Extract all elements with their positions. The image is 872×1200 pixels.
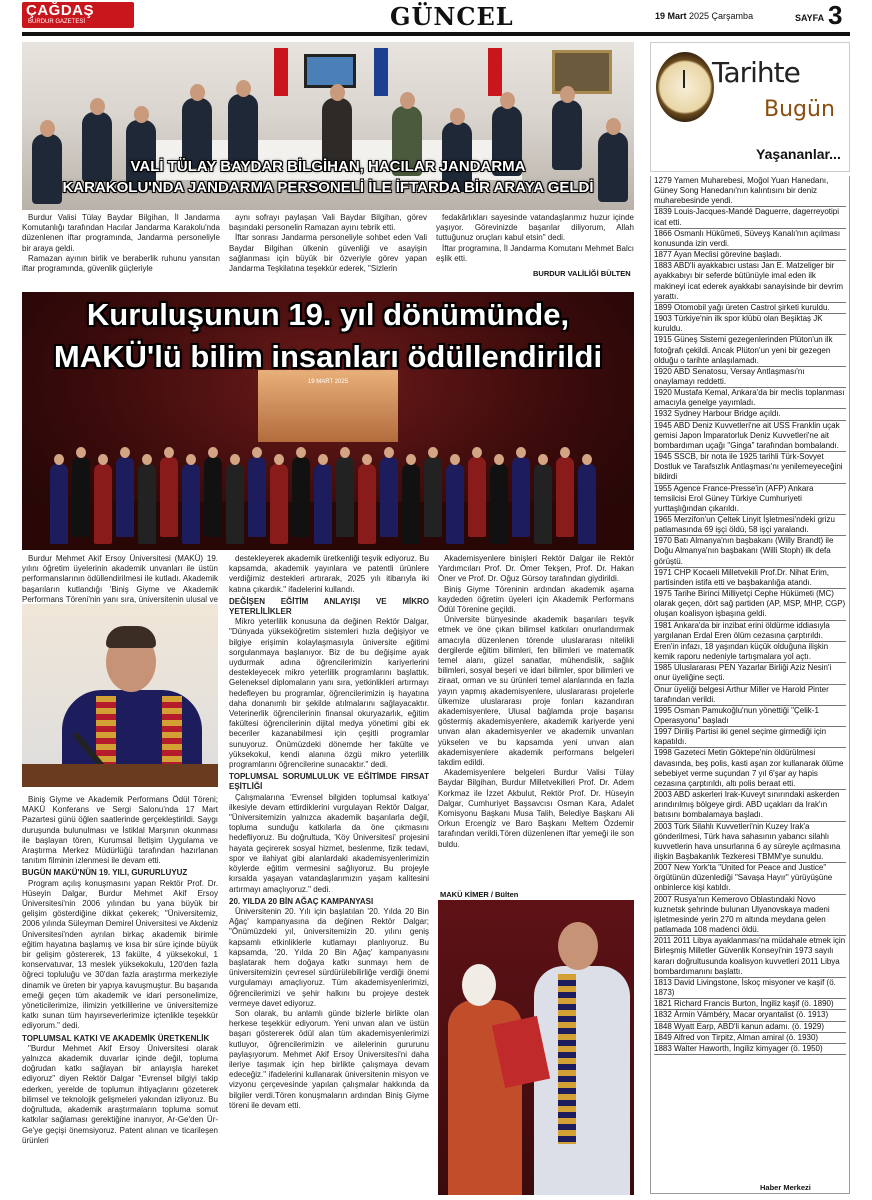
person — [228, 94, 258, 164]
flag-right — [374, 48, 388, 96]
paragraph: Burdur Mehmet Akif Ersoy Üniversitesi (MAKÜ) 19. yılını öğretim üyelerinin akademik unvanları ile üstün performanslarının ödüllendirilmesi ile kutladı. Akademik başarıların kutlandığı 'Biniş Giyme ve Akademik Performans Töreni'nin yanı sıra, üniversitenin ulusal ve — [22, 554, 218, 604]
history-list-item: Onur üyeliği belgesi Arthur Miller ve Harold Pinter tarafından verildi. — [654, 685, 846, 706]
paragraph: Burdur Valisi Tülay Baydar Bilgihan, İl Jandarma Komutanlığı tarafından Hacılar Jandarma Karakolu'nda düzenlenen iftar programında, Jandarma personeliyle bir araya geldi. — [22, 213, 220, 253]
graduate-figure — [248, 457, 266, 537]
hair — [106, 626, 156, 648]
page-number: 3 — [828, 0, 843, 30]
rector-face — [558, 922, 598, 970]
story2-headline-line1: Kuruluşunun 19. yıl dönümünde, — [86, 297, 570, 332]
graduate-figure — [512, 457, 530, 537]
history-list-item: 1920 Mustafa Kemal, Ankara'da bir meclis toplanması amacıyla genelge yayımladı. — [654, 388, 846, 409]
graduate-figure — [138, 464, 156, 544]
history-list-item: 1981 Ankara'da bir inzibat erini öldürme iddiasıyla yargılanan Erdal Eren ölüm cezasına çarptırıldı. — [654, 621, 846, 642]
graduate-figure — [292, 457, 310, 537]
graduate-figure — [336, 457, 354, 537]
graduate-figure — [358, 464, 376, 544]
history-list-item: 1877 Ayan Meclisi görevine başladı. — [654, 250, 846, 261]
paragraph: fedakârlıkları sayesinde vatandaşlarımız huzur içinde yaşıyor. Görevinizde başarılar diliyorum, Allah tuttuğunuz oruçları kabul etsin" dedi. — [436, 213, 634, 243]
graduate-figure — [468, 457, 486, 537]
history-list-item: 2003 ABD askerleri Irak-Kuveyt sınırındaki askerden arındırılmış bölgeye girdi. ABD uçakları da Irak'ın batısını bombalamaya başladı. — [654, 790, 846, 821]
sidebar-credit: Haber Merkezi — [760, 1183, 811, 1192]
logo-subtitle: BURDUR GAZETESİ — [28, 19, 86, 25]
paragraph: Üniversite bünyesinde akademik başarıları teşvik etmek ve öne çıkan bilimsel katkıları onurlandırmak amacıyla düzenlenen törende uluslararası nitelikli dergilerde eğitim bilimleri, fen bilimleri ve matematik temel alanı, güzel sanatlar, mühendislik, sağlık bilimleri, sosyal beşeri ve idari bilimler, spor bilimleri ve ziraat, orman ve su ürünleri temel alanlarında en fazla yayın yapmış akademisyenlere, uluslararası projelerle ülkemize uluslararası proje fonları kazandıran akademisyenlere, Ulusal bağlamda proje başarısı göstermiş akademisyenlere, akademik kariyerde yeni unvan alan akademisyenler ve akademik unvanları yükselen ve bu kapsamda yeni unvan alan akademisyenlere akademik performans belgeleri takdim edildi. — [438, 615, 634, 768]
history-list-item: 1945 ABD Deniz Kuvvetleri'ne ait USS Franklin uçak gemisi Japon İmparatorluk Deniz Kuvvetleri'ne ait bombardıman uçağı "Ginga" tarafından bombalandı. — [654, 421, 846, 452]
graduate-figure — [490, 464, 508, 544]
history-list-item: 1920 ABD Senatosu, Versay Antlaşması'nı onaylamayı reddetti. — [654, 367, 846, 388]
history-list-item: 1866 Osmanlı Hükûmeti, Süveyş Kanalı'nın açılması konusunda izin verdi. — [654, 229, 846, 250]
issue-date — [655, 10, 753, 22]
graduate-figure — [72, 457, 90, 537]
history-list — [650, 176, 850, 1194]
award-photo — [438, 900, 634, 1195]
subheading: BUGÜN MAKÜ'NÜN 19. YILI, GURURLUYUZ — [22, 868, 188, 878]
graduate-figure — [226, 464, 244, 544]
graduate-figure — [314, 464, 332, 544]
story1-headline — [22, 156, 634, 198]
history-list-item: 1955 Agence France-Presse'in (AFP) Ankara temsilcisi Erol Güney Türkiye Cumhuriyeti yurttaşlığından çıkarıldı. — [654, 484, 846, 515]
sidebar-subtitle: Yaşananlar... — [756, 146, 841, 162]
story1-column-3 — [436, 213, 634, 264]
graduate-figure — [270, 464, 288, 544]
header-rule — [22, 32, 850, 36]
screen-text: 19 MART 2025 — [307, 379, 349, 385]
subheading: DEĞİŞEN EĞİTİM ANLAYIŞI VE MİKRO YETERLİLİKLER — [229, 596, 429, 617]
paragraph: Biniş Giyme Töreninin ardından akademik aşama kaydeden öğretim üyeleri için Akademik Performans Ödül Törenine geçildi. — [438, 584, 634, 615]
flag-far-right — [488, 48, 502, 96]
history-list-item: 2003 Türk Silahlı Kuvvetleri'nin Kuzey Irak'a gönderilmesi, Türk hava sahasının yabancı silahlı kuvvetlerin hava unsurlarına 6 ay süreyle açılmasına ilişkin Başbakanlık Tezkeresi TBMM'ye sunuldu. — [654, 822, 846, 864]
governor-headscarf — [462, 964, 496, 1006]
paragraph: Akademisyenlere belgeleri Burdur Valisi Tülay Baydar Bilgihan, Burdur Milletvekilleri Prof. Dr. Adem Korkmaz ile İzzet Akbulut, Rektör Prof. Dr. Hüseyin Dalgar, Cumhuriyet Başsavcısı Osman Kara, Adalet Komisyonu Başkanı Musa Talih, Belediye Başkanı Ali Orkun Ercengiz ve Baro Başkanı Meltem Özdemir tarafından verildi.Tören düzenlenen iftar yemeği ile son buldu. — [438, 768, 634, 849]
rector-portrait — [22, 604, 218, 787]
graduate-figure — [50, 464, 68, 544]
history-list-item: 1813 David Livingstone, İskoç misyoner ve kaşif (ö. 1873) — [654, 978, 846, 999]
graduate-figure — [182, 464, 200, 544]
clock-icon — [656, 52, 714, 122]
wall-painting — [552, 50, 612, 94]
history-list-item: 1848 Wyatt Earp, ABD'li kanun adamı. (ö. 1929) — [654, 1022, 846, 1033]
history-list-item: 1883 Walter Haworth, İngiliz kimyager (ö. 1950) — [654, 1044, 846, 1055]
story2-headline-line2: MAKÜ'lü bilim insanları ödüllendirildi — [53, 339, 603, 374]
paragraph: Üniversitenin 20. Yılı için başlatılan '20. Yılda 20 Bin Ağaç' kampanyasına da değinen Rektör Dalgar; "Önümüzdeki yıl, üniversitemizin 20. yılını geniş kapsamlı etkinliklerle kutlamayı planlıyoruz. Bu kapsamda, '20. Yılda 20 Bin Ağaç' kampanyasını başlatarak hem doğaya katkı sunmayı hem de üniversitemizin çevresel sürdürülebilirliğe verdiği önemi vurgulamayı amaçlıyoruz. Tüm akademisyenlerimizi, öğrencilerimizi ve şehir halkını bu projeye destek vermeye davet ediyoruz. — [229, 906, 429, 1008]
story2-column-3 — [438, 554, 634, 850]
history-list-item: 1965 Merzifon'un Çeltek Linyit İşletmesi'ndeki grizu patlamasında 69 işçi öldü, 58 işçi yaralandı. — [654, 515, 846, 536]
history-list-item: Eren'in infazı, 18 yaşından küçük olduğuna ilişkin kemik raporu nedeniyle tartışmalara yol açtı. — [654, 642, 846, 663]
history-list-item: 1945 SSCB, bir nota ile 1925 tarihli Türk-Sovyet Dostluk ve Tarafsızlık Antlaşması'nı yenilemeyeceğini bildirdi — [654, 452, 846, 483]
graduate-figure — [534, 464, 552, 544]
history-list-item: 1899 Otomobil yağı üreten Castrol şirketi kuruldu. — [654, 303, 846, 314]
story2-column-2 — [229, 554, 429, 1111]
history-list-item: 1903 Türkiye'nin ilk spor klübü olan Beşiktaş JK kuruldu. — [654, 314, 846, 335]
date-day: 19 Mart — [655, 11, 687, 21]
history-list-item: 1985 Uluslararası PEN Yazarlar Birliği Aziz Nesin'i onur üyeliğine seçti. — [654, 663, 846, 684]
history-list-item: 1995 Osman Pamukoğlu'nun yönettiği "Çelik-1 Operasyonu" başladı — [654, 706, 846, 727]
stage-screen — [258, 370, 398, 442]
paragraph: "Burdur Mehmet Akif Ersoy Üniversitesi olarak yalnızca akademik duvarlar içinde değil, topluma doğrudan katkı sağlayan bir anlayışla hareket ediyoruz" diyen Rektör Dalgar "Evrensel bilgiyi takip ederken, yerelde de toplumun ihtiyaçlarını gözeterek bilimsel ve teknolojik gelişmeleri yakından izliyoruz. Bu doğrultuda, akademik araştırmaların topluma somut katkılar sağlaması gerektiğine inanıyor, Ar-Ge'den Ür-Ge'ye geçişi önemsiyoruz. Patent alınan ve ticarileşen ürünleri — [22, 1043, 218, 1145]
history-list-item: 1975 Tarihe Birinci Milliyetçi Cephe Hükümeti (MC) olarak geçen, dört sağ partiden (AP, MSP, MHP, CGP) oluşan koalisyon işbaşına geldi. — [654, 589, 846, 620]
graduate-figure — [160, 457, 178, 537]
history-list-item: 1832 Ármin Vámbéry, Macar oryantalist (ö. 1913) — [654, 1010, 846, 1021]
story1-headline-line1: VALİ TÜLAY BAYDAR BİLGİHAN, HACILAR JANDARMA — [130, 158, 526, 175]
sidebar-title-2: Bugün — [764, 97, 835, 122]
wall-screen — [304, 54, 356, 88]
story2-column-1 — [22, 795, 218, 1146]
paragraph: Akademisyenlere binişleri Rektör Dalgar ile Rektör Yardımcıları Prof. Dr. Ömer Tekşen, Prof. Dr. Hakan Öner ve Prof. Dr. Oğuz Gürsoy tarafından giydirildi. — [438, 554, 634, 584]
subheading: TOPLUMSAL KATKI VE AKADEMİK ÜRETKENLİK — [22, 1033, 210, 1043]
flag-left — [274, 48, 288, 96]
history-list-item: 1821 Richard Francis Burton, İngiliz kaşif (ö. 1890) — [654, 999, 846, 1010]
paragraph: İftar sonrası Jandarma personeliyle sohbet eden Vali Baydar Bilgihan ülkenin güvenliği ve asayişin sağlanması için büyük bir özveriyle görev yapan Jandarma Teşkilatına teşekkür ederek, "Sizlerin — [229, 233, 427, 274]
paragraph: İftar programına, İl Jandarma Komutanı Mehmet Balcı eşlik etti. — [436, 243, 634, 263]
history-list-item: 1932 Sydney Harbour Bridge açıldı. — [654, 409, 846, 420]
history-list-item: 1971 CHP Kocaeli Milletvekili Prof.Dr. Nihat Erim, partisinden istifa etti ve başbakanlığa atandı. — [654, 568, 846, 589]
history-list-item: 1839 Louis-Jacques-Mandé Daguerre, dagerreyotipi icat etti. — [654, 207, 846, 228]
newspaper-logo — [22, 2, 134, 28]
graduate-figure — [94, 464, 112, 544]
gown-stripe — [558, 974, 576, 1144]
page-label: SAYFA — [795, 13, 825, 23]
paragraph: Program açılış konuşmasını yapan Rektör Prof. Dr. Hüseyin Dalgar, Burdur Mehmet Akif Ersoy Üniversitesi'nin 2006 yılından bu yana büyük bir gelişim gösterdiğine dikkat çekerek; "Üniversitemiz, 2006 yılında Süleyman Demirel Üniversitesi ve Akdeniz Üniversitesi'nden ayrılan birkaç akademik birimle eğitim hayatına başlamış ve kısa bir süre içinde büyük bir gelişim göstererek, 13 fakülte, 4 yüksekokul, 1 konservatuvar, 13 meslek yüksekokulu, 120'den fazla öğreci topluluğu ve 30'dan fazla araştırma merkeziyle dinamik ve üreten bir yapıya kavuşmuştur. Bu başarıda emeği geçen tüm akademik ve idari personelimize, yöneticilerimize, ilimizin yetkililerine ve üniversitemize katkı sunan tüm hayırseverlerimize içtenlikle teşekkür ediyorum." dedi. — [22, 878, 218, 1031]
history-list-item: 1849 Alfred von Tirpitz, Alman amiral (ö. 1930) — [654, 1033, 846, 1044]
paragraph: Biniş Giyme ve Akademik Performans Ödül Töreni; MAKÜ Konferans ve Sergi Salonu'nda 17 Mart Pazartesi günü öğlen saatlerinde gerçekleştirildi. Saygı duruşunda bulunulması ve İstiklal Marşının okunması ile başlayan tören, Kurumsal İletişim Uygulama ve Araştırma Merkez Müdürlüğü tarafından hazırlanan tanıtım filminin izlenmesi ile devam etti. — [22, 795, 218, 866]
graduate-figure — [116, 457, 134, 537]
graduate-figure — [578, 464, 596, 544]
graduate-figure — [556, 457, 574, 537]
story1-headline-line2: KARAKOLU'NDA JANDARMA PERSONELİ İLE İFTARDA BİR ARAYA GELDİ — [62, 179, 594, 196]
sidebar-title-1: Tarihte — [712, 56, 800, 89]
logo-brand: ÇAĞDAŞ — [26, 2, 95, 19]
rector-gown — [534, 966, 630, 1195]
paragraph: Son olarak, bu anlamlı günde bizlerle birlikte olan herkese teşekkür ediyorum. Yeni unvan alan ve üstün başarı göstererek ödül alan tüm akademisyenlerimizi kutluyor, öğrencilerimizin ve ailelerinin gururunu paylaşıyorum. Mehmet Akif Ersoy Üniversitesi'ni daha ileriye taşımak için hep birlikte çalışmaya devam edeceğiz." ifadelerini kullanarak üniversitenin misyon ve vizyonu çerçevesinde yapılan çalışmalar hakkında da bilgiler verdi.Tören konuşmaların ardından Biniş Giyme töreni ile devam etti. — [229, 1008, 429, 1110]
history-list-item: 1970 Batı Almanya'nın başbakanı (Willy Brandt) ile Doğu Almanya'nın başbakanı (Willi Stoph) ilk defa görüştü. — [654, 536, 846, 567]
podium — [22, 764, 218, 787]
history-list-item: 1883 ABD'li ayakkabıcı ustası Jan E. Matzeliger bir ayakkabıyı bir seferde bütünüyle imal eden ilk makineyi icat ederek ayakkabı sanayisinde bir devrim yarattı. — [654, 261, 846, 303]
story2-headline — [22, 294, 634, 378]
paragraph: destekleyerek akademik üretkenliği teşvik ediyoruz. Bu kapsamda, akademik yayınlara ve patentli ürünlere verdiğimiz destekleri artırarak, 2025 yılı itibarıyla iki katına çıkardık." ifadelerini kullandı. — [229, 554, 429, 594]
graduate-figure — [402, 464, 420, 544]
history-list-item: 1997 Diriliş Partisi iki genel seçime girmediği için kapatıldı. — [654, 727, 846, 748]
date-rest: 2025 Çarşamba — [689, 11, 754, 21]
section-title: GÜNCEL — [390, 2, 514, 31]
graduate-figure — [380, 457, 398, 537]
paragraph: Ramazan ayının birlik ve beraberlik ruhunu yansıtan iftar programında, güvenlik güçleriyle — [22, 253, 220, 274]
story2-credit: MAKÜ KİMER / Bülten — [440, 890, 519, 899]
story1-column-2 — [229, 213, 427, 274]
subheading: 20. YILDA 20 BİN AĞAÇ KAMPANYASI — [229, 896, 374, 906]
paragraph: Çalışmalarına 'Evrensel bilgiden toplumsal katkıya' ilkesiyle devam ettirdiklerini vurgulayan Rektör Dalgar, "Üniversitemizin yalnızca akademik başarılarla değil, topluma sunduğu katkılarla da öne çıkmasını hedefliyoruz. Bu doğrultuda, 'Köy Üniversitesi' projesini hayata geçirerek sosyal hizmet, beslenme, fizik tedavi, spor ve ilahiyat gibi alanlardaki akademisyenlerimizin köylerde eğitim vermesini sağlıyoruz. Bu projeyle kırsalda yaşayan vatandaşlarımızın yaşam kalitesini artırmayı amaçlıyoruz." dedi. — [229, 792, 429, 894]
graduate-figure — [446, 464, 464, 544]
story1-credit: BURDUR VALİLİĞİ BÜLTEN — [533, 269, 631, 278]
history-list-item: 2007 Rusya'nın Kemerovo Oblastındaki Novo kuznetsk şehrinde bulunan Ulyanovskaya madeni işletmesinde yerin 270 m altında meydana gelen patlamada 108 madenci öldü. — [654, 895, 846, 937]
history-list-item: 1279 Yamen Muharebesi, Moğol Yuan Hanedanı, Güney Song Hanedanı'nın kalıntısını bir deniz muharebesinde yendi. — [654, 176, 846, 207]
story1-column-1 — [22, 213, 220, 274]
paragraph: aynı sofrayı paylaşan Vali Baydar Bilgihan, görev başındaki personelin Ramazan ayını tebrik etti. — [229, 213, 427, 233]
subheading: TOPLUMSAL SORUMLULUK VE EĞİTİMDE FIRSAT EŞİTLİĞİ — [229, 772, 429, 792]
graduate-figure — [204, 457, 222, 537]
history-list-item: 2007 New York'ta "United for Peace and Justice" örgütünün düzenlediği "Savaşa Hayır" yürüyüşüne onbinlerce kişi katıldı. — [654, 863, 846, 894]
paragraph: Mikro yeterlilik konusuna da değinen Rektör Dalgar, "Dünyada yükseköğretim sistemleri hızla değişiyor ve bilgiye erişimin kolaylaşmasıyla üniversite eğitimi sorgulanmaya başlanıyor. Biz de bu değişime ayak uydurmak adına öğrencilerimizin kariyerlerini destekleyecek mikro yeterlilik programlarını başlattık. Geleneksel diplomaların yanı sıra, yetkinlikleri artırmayı hedefleyen bu programlar, öğrencilerimizin iş hayatına daha donanımlı bir şekilde atılmalarını sağlayacaktır. Veterinerlik öğrencilerinin finansal okuryazarlık, eğitim fakültesi öğrencilerinin dijital medya yönetimi gibi ek beceriler kazanabilmesi için çeşitli programlar sunuyoruz. Önümüzdeki dönemde her fakülte ve yüksekokul, kendi alanına özgü mikro yeterlilik programlarını öğrencilerine sunacaktır." dedi. — [229, 617, 429, 770]
history-list-item: 2011 2011 Libya ayaklanması'na müdahale etmek için Birleşmiş Milletler Güvenlik Konseyi'nin 1973 sayılı kararı doğrultusunda koalisyon kuvvetleri 2011 Libya bombardımanını başlattı. — [654, 936, 846, 978]
graduate-figure — [424, 457, 442, 537]
history-list-item: 1998 Gazeteci Metin Göktepe'nin öldürülmesi davasında, beş polis, kasti aşan zor kullanarak ölüme sebebiyet verme suçundan 7 yıl 6'şar ay hapis cezasına çarptırıldı, altı polis beraat etti. — [654, 748, 846, 790]
history-list-item: 1915 Güneş Sistemi gezegenlerinden Plüton'un ilk fotoğrafı çekildi. Ancak Plüton'un yeni bir gezegen olduğu o tarihte anlaşılamadı. — [654, 335, 846, 366]
